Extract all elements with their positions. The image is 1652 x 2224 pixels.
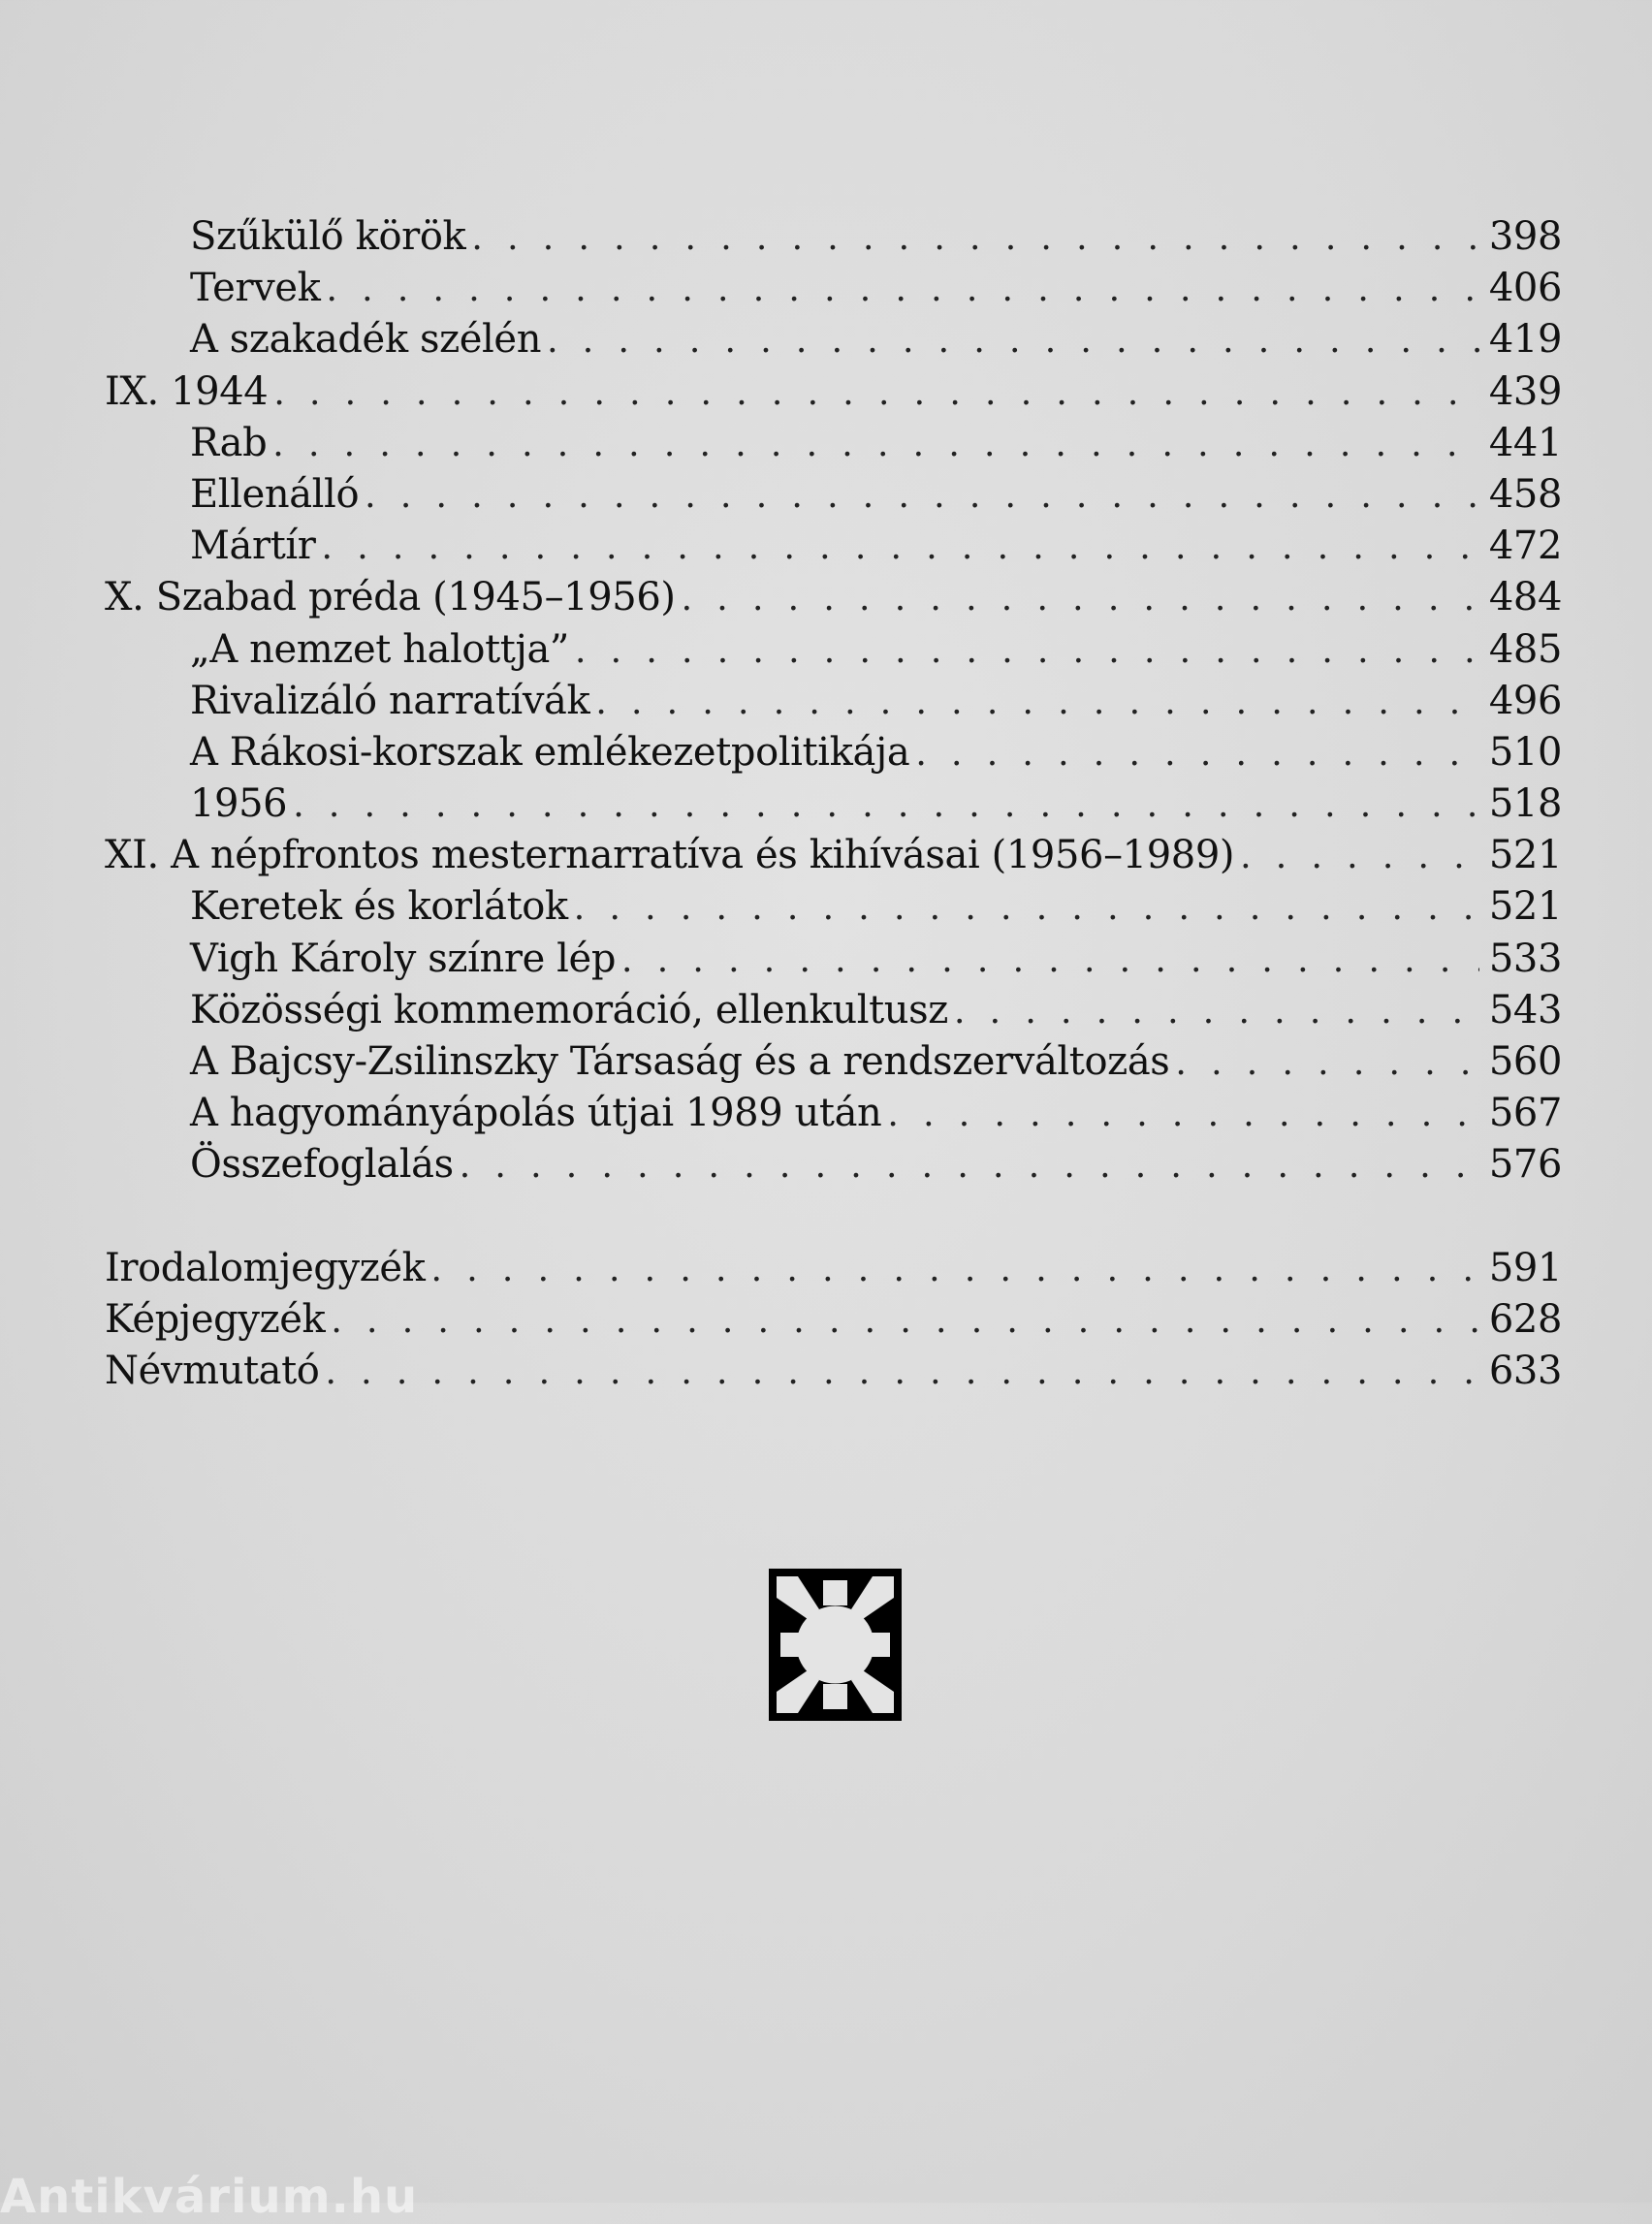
toc-entry-title: Rab: [190, 420, 268, 465]
toc-entry-title: Közösségi kommemoráció, ellenkultusz: [190, 987, 948, 1033]
toc-subentry: [105, 934, 1562, 985]
toc-page-number: 458: [1488, 471, 1562, 517]
toc-subentry: [105, 727, 1562, 778]
toc-entry: [105, 1294, 1562, 1346]
toc-dot-leader: [431, 1244, 1479, 1295]
toc-dot-leader: [682, 573, 1479, 624]
toc-dot-leader: [887, 1089, 1478, 1140]
toc-entry-title: Irodalomjegyzék: [105, 1245, 426, 1290]
toc-entry: [105, 366, 1562, 418]
toc-page-number: 485: [1488, 626, 1562, 672]
toc-page-number: 406: [1488, 266, 1562, 311]
toc-subentry: [105, 314, 1562, 365]
toc-subentry: [105, 263, 1562, 314]
toc-dot-leader: [326, 264, 1478, 315]
table-of-contents: [105, 211, 1562, 1397]
toc-page-number: 576: [1488, 1142, 1562, 1188]
toc-page-number: 496: [1488, 678, 1562, 723]
toc-subentry: [105, 211, 1562, 263]
toc-page-number: 628: [1488, 1296, 1562, 1342]
toc-subentry: [105, 1036, 1562, 1088]
toc-page-number: 518: [1488, 781, 1562, 827]
toc-dot-leader: [547, 315, 1479, 366]
toc-dot-leader: [293, 779, 1479, 831]
toc-entry-title: Keretek és korlátok: [190, 884, 568, 930]
toc-entry-title: „A nemzet halottja”: [190, 626, 569, 672]
toc-entry-title: X. Szabad préda (1945–1956): [105, 575, 676, 620]
toc-dot-leader: [574, 882, 1479, 934]
toc-dot-leader: [272, 419, 1479, 470]
toc-entry-title: Ellenálló: [190, 471, 360, 517]
toc-page-number: 521: [1488, 884, 1562, 930]
toc-page-number: 591: [1488, 1245, 1562, 1290]
toc-page-number: 543: [1488, 987, 1562, 1033]
toc-page-number: 521: [1488, 833, 1562, 878]
toc-dot-leader: [915, 728, 1478, 779]
toc-page-number: 472: [1488, 524, 1562, 569]
toc-page-number: 510: [1488, 729, 1562, 775]
toc-back-matter: [105, 1243, 1562, 1398]
toc-entry-title: 1956: [190, 781, 288, 827]
toc-page-number: 484: [1488, 575, 1562, 620]
toc-entry-title: A Rákosi-korszak emlékezetpolitikája: [190, 729, 910, 775]
toc-dot-leader: [595, 677, 1479, 728]
toc-entry-title: IX. 1944: [105, 368, 269, 414]
toc-main-entries: [105, 211, 1562, 1191]
toc-dot-leader: [331, 1295, 1478, 1347]
toc-page-number: 441: [1488, 420, 1562, 465]
toc-entry-title: XI. A népfrontos mesternarratíva és kihívásai (1956–1989): [105, 833, 1235, 878]
toc-dot-leader: [325, 1347, 1478, 1398]
toc-dot-leader: [273, 367, 1479, 419]
publisher-logo-icon: [769, 1569, 902, 1721]
toc-entry-title: Névmutató: [105, 1348, 320, 1393]
toc-page-number: 560: [1488, 1039, 1562, 1084]
toc-entry: [105, 1346, 1562, 1397]
toc-subentry: [105, 778, 1562, 830]
toc-dot-leader: [365, 470, 1479, 522]
toc-subentry: [105, 521, 1562, 572]
toc-entry-title: Szűkülő körök: [190, 214, 466, 259]
toc-gap: [105, 1191, 1562, 1243]
toc-entry: [105, 830, 1562, 881]
toc-entry-title: Vigh Károly színre lép: [190, 936, 617, 981]
toc-subentry: [105, 418, 1562, 469]
toc-subentry: [105, 985, 1562, 1036]
toc-subentry: [105, 469, 1562, 521]
toc-page-number: 533: [1488, 936, 1562, 981]
toc-subentry: [105, 1088, 1562, 1139]
toc-dot-leader: [322, 522, 1479, 573]
toc-dot-leader: [471, 212, 1478, 264]
toc-subentry: [105, 624, 1562, 676]
toc-page-number: 419: [1488, 317, 1562, 363]
toc-entry: [105, 572, 1562, 623]
toc-dot-leader: [1240, 831, 1479, 882]
toc-entry-title: Mártír: [190, 524, 316, 569]
toc-page-number: 633: [1488, 1348, 1562, 1393]
toc-subentry: [105, 1139, 1562, 1191]
toc-entry-title: A Bajcsy-Zsilinszky Társaság és a rendszerváltozás: [190, 1039, 1170, 1084]
toc-entry: [105, 1243, 1562, 1294]
toc-entry-title: Összefoglalás: [190, 1142, 454, 1188]
toc-dot-leader: [460, 1140, 1479, 1191]
toc-entry-title: Tervek: [190, 266, 321, 311]
toc-page-number: 439: [1488, 368, 1562, 414]
toc-subentry: [105, 676, 1562, 727]
toc-subentry: [105, 881, 1562, 933]
toc-dot-leader: [954, 986, 1479, 1037]
toc-dot-leader: [621, 935, 1479, 986]
toc-dot-leader: [575, 625, 1479, 677]
toc-entry-title: A hagyományápolás útjai 1989 után: [190, 1091, 882, 1136]
toc-dot-leader: [1175, 1037, 1478, 1089]
toc-page-number: 567: [1488, 1091, 1562, 1136]
toc-entry-title: A szakadék szélén: [190, 317, 542, 363]
toc-entry-title: Képjegyzék: [105, 1296, 326, 1342]
watermark: Antikvárium.hu: [0, 2170, 419, 2224]
toc-entry-title: Rivalizáló narratívák: [190, 678, 590, 723]
toc-page-number: 398: [1488, 214, 1562, 259]
